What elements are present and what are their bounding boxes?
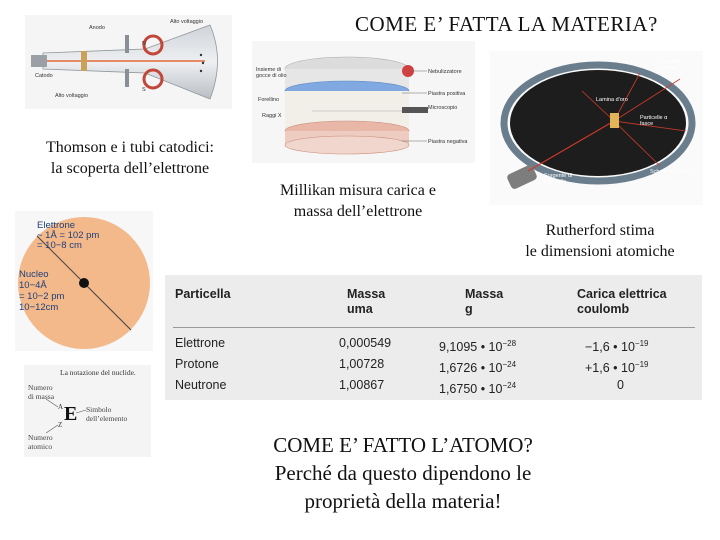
row-proton-mass-uma: 1,00728 xyxy=(339,357,385,371)
question-line-2: Perché da questo dipendono le xyxy=(274,461,532,485)
header-mass-uma-line-1: Massa xyxy=(347,287,386,301)
positive-plate-label: Piastra positiva xyxy=(428,91,466,97)
atomic-number-label-line-2: atomico xyxy=(28,442,53,451)
atomic-number-label-line-1: Numero xyxy=(28,433,53,442)
rutherford-caption-line-1: Rutherford stima xyxy=(545,222,655,239)
nuclide-pointer-lines xyxy=(24,365,151,457)
row-proton-name: Protone xyxy=(175,357,219,371)
nucleus-label: Nucleo xyxy=(19,269,49,280)
row-electron-name: Elettrone xyxy=(175,336,226,350)
thomson-tube-image xyxy=(25,15,232,109)
cathode-label: Catodo xyxy=(35,73,53,79)
row-proton-mass-g-exp: −24 xyxy=(502,360,517,369)
millikan-apparatus-image xyxy=(252,41,475,163)
header-mass-g-line-2: g xyxy=(465,302,473,316)
nucleus-size-c: 10−12cm xyxy=(19,302,59,313)
row-electron-charge xyxy=(585,336,648,355)
row-electron-mass-uma: 0,000549 xyxy=(339,336,392,350)
anode-label: Anodo xyxy=(89,25,105,31)
gold-foil-experiment-drawing xyxy=(490,51,703,205)
header-charge-line-2: coulomb xyxy=(577,302,630,316)
nucleus-label-block xyxy=(19,269,64,313)
nucleus-size-a: 10−4Å xyxy=(19,280,47,291)
atom-size-diagram xyxy=(15,211,153,351)
alpha-particles-label: Particelle α fasce xyxy=(640,115,668,127)
row-proton-charge-exp: −19 xyxy=(634,360,649,369)
particle-table xyxy=(165,275,702,400)
nebulizer-label: Nebulizzatore xyxy=(428,69,462,75)
header-charge xyxy=(577,287,667,317)
oil-drops-label: Insieme di gocce di olio xyxy=(256,67,287,79)
question-line-3: proprietà della materia! xyxy=(304,489,502,513)
header-charge-line-1: Carica elettrica xyxy=(577,287,667,301)
mass-number-label-line-1: Numero xyxy=(28,383,53,392)
row-neutron-mass-g-base: 1,6750 • 10 xyxy=(439,382,503,397)
nuclide-notation-image xyxy=(24,365,151,457)
particle-source-label: Sorgente di particelle xyxy=(544,173,573,185)
electron-label: Elettrone xyxy=(37,220,76,231)
thomson-caption-line-1: Thomson e i tubi catodici: xyxy=(46,139,214,156)
row-neutron-mass-uma: 1,00867 xyxy=(339,378,385,392)
page-title: COME E’ FATTA LA MATERIA? xyxy=(355,12,658,36)
question-line-1: COME E’ FATTO L’ATOMO? xyxy=(273,433,533,457)
header-mass-uma-line-2: uma xyxy=(347,302,373,316)
element-symbol-label-line-1: Simbolo xyxy=(86,405,112,414)
rutherford-apparatus-image xyxy=(490,51,703,205)
atomic-number-symbol: Z xyxy=(58,421,63,429)
row-electron-mass-g-base: 9,1095 • 10 xyxy=(439,340,503,355)
rutherford-caption-line-2: le dimensioni atomiche xyxy=(525,243,675,260)
row-neutron-name: Neutrone xyxy=(175,378,227,392)
row-proton-charge xyxy=(585,357,648,376)
row-electron-mass-g xyxy=(439,336,516,355)
row-proton-mass-g-base: 1,6726 • 10 xyxy=(439,361,503,376)
row-electron-charge-base: −1,6 • 10 xyxy=(585,340,635,355)
row-proton-charge-base: +1,6 • 10 xyxy=(585,361,635,376)
row-electron-charge-exp: −19 xyxy=(634,339,649,348)
gold-foil-label: Lamina d’oro xyxy=(596,97,628,103)
row-proton-mass-g xyxy=(439,357,516,376)
electron-size-a: ~ 1Å = 102 pm xyxy=(37,230,100,241)
thomson-caption-line-2: la scoperta dell’elettrone xyxy=(50,160,210,177)
x-rays-label: Raggi X xyxy=(262,113,282,119)
table-divider xyxy=(173,327,695,328)
nucleus-dot xyxy=(79,278,89,288)
millikan-caption xyxy=(248,180,468,222)
element-symbol: E xyxy=(64,403,78,425)
element-symbol-label-line-2: dell’elemento xyxy=(86,414,128,423)
header-mass-g-line-1: Massa xyxy=(465,287,504,301)
electron-label-block xyxy=(37,221,99,251)
microscope-label: Microscopio xyxy=(428,105,458,111)
atom-question xyxy=(238,431,568,515)
high-voltage-label-2: Alto voltaggio xyxy=(55,93,89,99)
row-neutron-charge: 0 xyxy=(617,378,624,392)
pinhole-label: Forellino xyxy=(258,97,280,103)
negative-plate-label: Piastra negativa xyxy=(428,139,468,145)
nucleus-size-b: = 10−2 pm xyxy=(19,291,65,302)
thomson-caption xyxy=(20,137,240,179)
high-voltage-label: Alto voltaggio xyxy=(170,19,204,25)
millikan-caption-line-2: massa dell’elettrone xyxy=(293,203,423,220)
mass-number-symbol: A xyxy=(58,403,64,411)
header-particle: Particella xyxy=(175,287,231,301)
mass-number-label-line-2: di massa xyxy=(28,392,55,401)
electron-size-b: = 10−8 cm xyxy=(37,240,82,251)
zns-screen-label: Schermo trattato con ZnS xyxy=(650,169,691,181)
rutherford-caption xyxy=(495,220,705,262)
row-neutron-mass-g xyxy=(439,378,516,397)
deflected-particles-label: Particelle deviate xyxy=(658,59,681,71)
magnet-s-label: S xyxy=(142,87,146,93)
magnet-n-label: N xyxy=(142,41,146,47)
millikan-caption-line-1: Millikan misura carica e xyxy=(280,182,436,199)
row-electron-mass-g-exp: −28 xyxy=(502,339,517,348)
row-neutron-mass-g-exp: −24 xyxy=(502,381,517,390)
header-mass-g xyxy=(465,287,503,317)
nuclide-heading: La notazione del nuclide. xyxy=(60,368,136,377)
header-mass-uma xyxy=(347,287,385,317)
